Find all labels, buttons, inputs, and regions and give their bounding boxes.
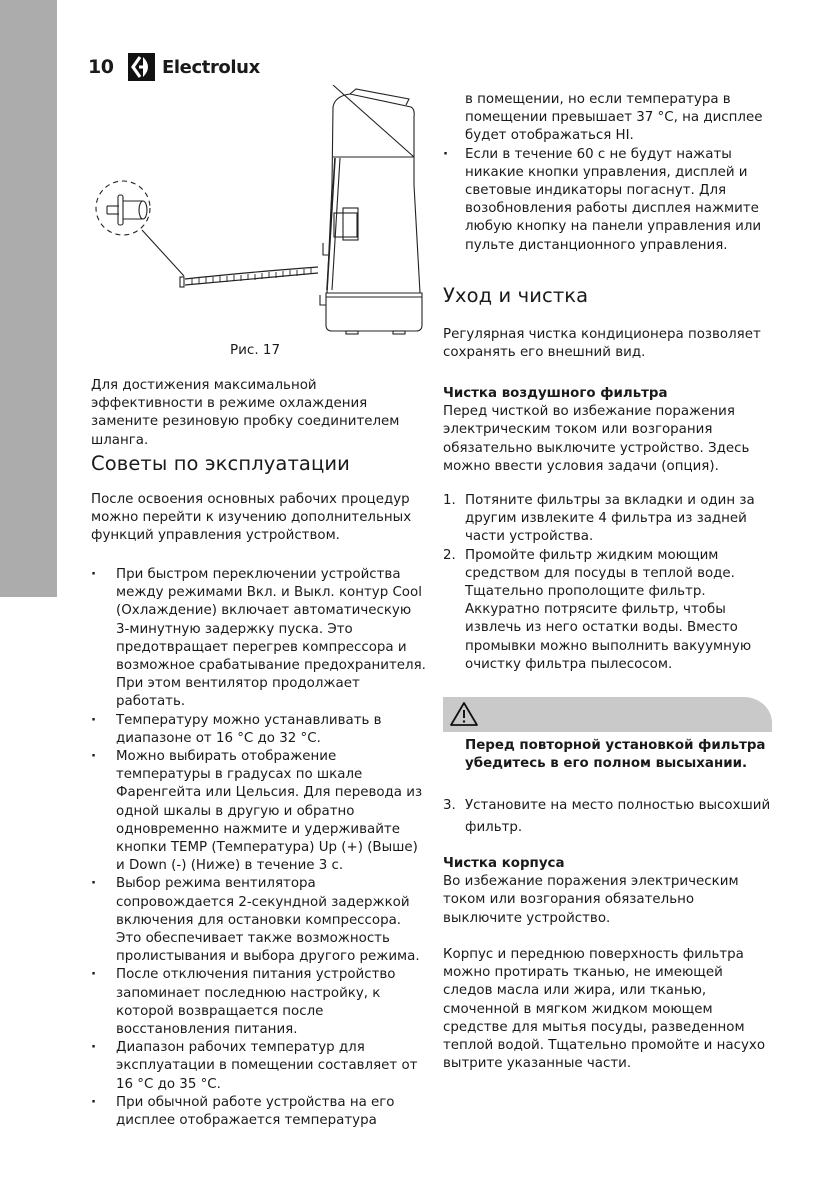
tips-continuation: в помещении, но если температура в помещении превышает 37 °C, на дисплее будет отображаться HI.: [465, 92, 763, 144]
hose-connector-note: Для достижения максимальной эффективности в режиме охлаждения замените резиновую пробку соединителем шланга.: [91, 378, 400, 448]
filter-steps-list-continued: [443, 795, 773, 839]
warning-banner: [443, 697, 772, 732]
section-title-tips: Советы по эксплуатации: [91, 452, 350, 475]
step-text: Промойте фильтр жидким моющим средством для посуды в теплой воде. Тщательно прополощите фильтр. Аккуратно потрясите фильтр, чтобы извлечь из него остатки воды. Вместо промывки можно выполнить вакуумную очистку фильтра пылесосом.: [465, 547, 752, 672]
body-intro: Во избежание поражения электрическим током или возгорания обязательно выключите устройство.: [443, 874, 739, 926]
list-item: [443, 492, 773, 547]
tips-section: [91, 452, 426, 476]
body-cleaning-block: [443, 855, 773, 928]
brand-name: Electrolux: [162, 56, 260, 78]
step-number: 1.: [443, 493, 456, 508]
subsection-title-filter: Чистка воздушного фильтра: [443, 386, 668, 401]
warning-triangle-icon: [449, 701, 479, 731]
subsection-title-body: Чистка корпуса: [443, 856, 565, 871]
list-item: · Температуру можно устанавливать в диапазоне от 16 °C до 32 °C.: [91, 712, 426, 748]
chapter-side-tab: [0, 0, 57, 597]
step-3-block: [443, 795, 773, 839]
air-conditioner-hose-illustration-icon: [88, 85, 433, 335]
list-item: · Диапазон рабочих температур для эксплуатации в помещении составляет от 16 °C до 35 °C.: [91, 1039, 426, 1094]
care-intro: Регулярная чистка кондиционера позволяет сохранять его внешний вид.: [443, 327, 761, 361]
figure-illustration: [88, 85, 433, 335]
list-item: · При быстром переключении устройства между режимами Вкл. и Выкл. контур Cool (Охлаждение) включает автоматическую 3-минутную задержку пуска. Это предотвращает перегрев компрессора и возможное срабатывание предохранителя. При этом вентилятор продолжает работать.: [91, 566, 426, 712]
tips-continuation-block: [443, 91, 773, 255]
care-section: [443, 284, 773, 308]
page-header: [88, 52, 260, 82]
list-item: [443, 547, 773, 674]
list-item: · Можно выбирать отображение температуры в градусах по шкале Фаренгейта или Цельсия. Для перевода из одной шкалы в другую и обратно одновременно нажмите и удерживайте кнопки TEMP (Температура) Up (+) (Выше) и Down (-) (Ниже) в течение 3 с.: [91, 748, 426, 875]
filter-intro: Перед чисткой во избежание поражения электрическим током или возгорания обязательно выключите устройство. Здесь можно ввести условия задачи (опция).: [443, 404, 750, 474]
tips-intro: После освоения основных рабочих процедур можно перейти к изучению дополнительных функций управления устройством.: [91, 492, 412, 544]
list-item: [443, 795, 773, 839]
warning-text: Перед повторной установкой фильтра убедитесь в его полном высыхании.: [465, 738, 766, 772]
electrolux-logo-icon: [128, 53, 155, 81]
body-text: Корпус и переднюю поверхность фильтра можно протирать тканью, не имеющей следов масла или жира, или тканью, смоченной в мягком жидком моющем средстве для мытья посуды, разведенном теплой водой. Тщательно промойте и насухо вытрите указанные части.: [443, 947, 766, 1072]
list-item: · При обычной работе устройства на его дисплее отображается температура: [91, 1094, 426, 1130]
filter-steps-block: [443, 492, 773, 674]
tips-intro-block: [91, 491, 426, 546]
list-item: · Выбор режима вентилятора сопровождается 2-секундной задержкой включения для остановки компрессора. Это обеспечивает также возможность пролистывания и выбора другого режима.: [91, 875, 426, 966]
tips-list-continued: [443, 146, 773, 255]
figure-caption: Рис. 17: [230, 342, 281, 358]
step-text: Установите на место полностью высохший фильтр.: [465, 798, 771, 835]
tips-list-block: [91, 566, 426, 1130]
list-item: · После отключения питания устройство запоминает последнюю настройку, к которой возвращается после восстановления питания.: [91, 966, 426, 1039]
filter-cleaning-block: [443, 385, 773, 476]
body-text-block: [443, 946, 773, 1073]
page-number: 10: [88, 56, 114, 78]
care-intro-block: [443, 326, 773, 362]
section-title-care: Уход и чистка: [443, 284, 589, 307]
tips-list: [91, 566, 426, 1130]
list-item: · Если в течение 60 с не будут нажаты никакие кнопки управления, дисплей и световые индикаторы погаснут. Для возобновления работы дисплея нажмите любую кнопку на панели управления или пульте дистанционного управления.: [443, 146, 773, 255]
warning-block: [443, 737, 773, 773]
intro-paragraph: [91, 377, 426, 450]
step-number: 3.: [443, 798, 456, 813]
step-text: Потяните фильтры за вкладки и один за другим извлеките 4 фильтра из задней части устройства.: [465, 493, 755, 545]
filter-steps-list: [443, 492, 773, 674]
step-number: 2.: [443, 547, 456, 563]
